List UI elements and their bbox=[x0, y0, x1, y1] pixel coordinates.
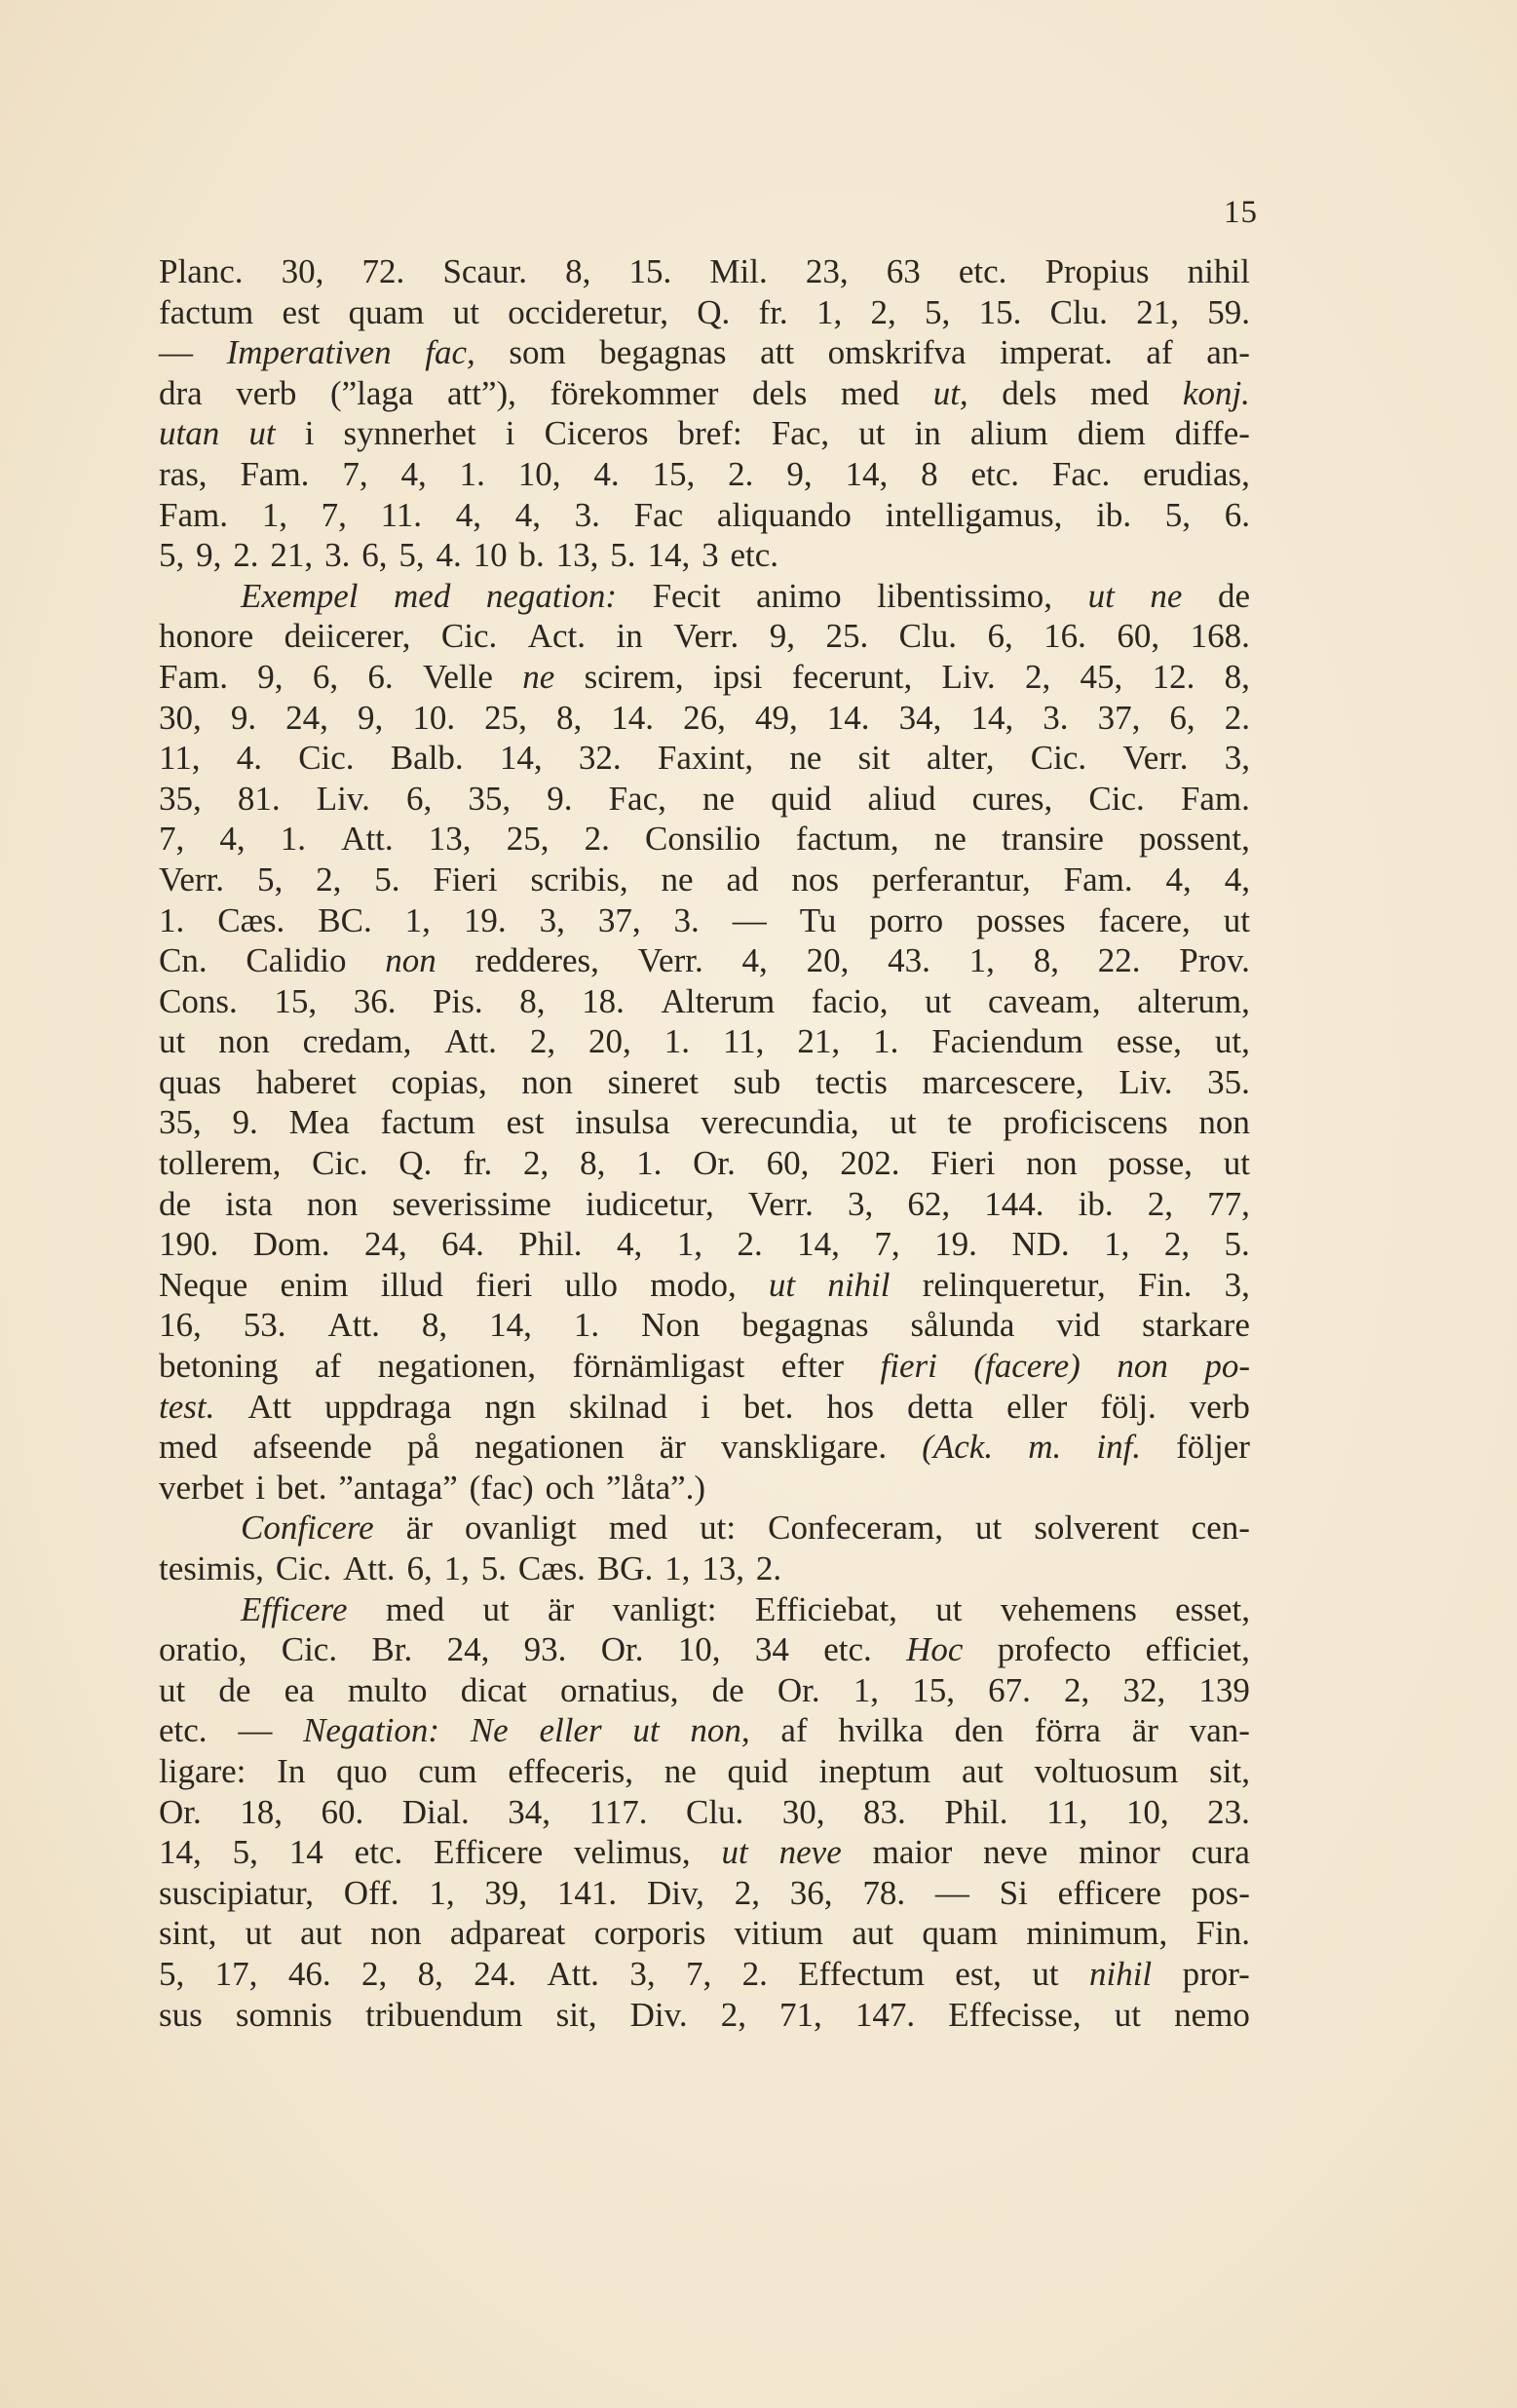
text-line: Verr. 5, 2, 5. Fieri scribis, ne ad nos perferantur, Fam. 4, 4, bbox=[159, 860, 1250, 898]
text-line: 5, 9, 2. 21, 3. 6, 5, 4. 10 b. 13, 5. 14, 3 etc. bbox=[159, 536, 779, 575]
text-line: Planc. 30, 72. Scaur. 8, 15. Mil. 23, 63 etc. Propius nihil bbox=[159, 252, 1250, 290]
body-text bbox=[159, 251, 1250, 2035]
text-line: 16, 53. Att. 8, 14, 1. Non begagnas sålunda vid starkare bbox=[159, 1306, 1250, 1345]
text-line: Conficere är ovanligt med ut: Confeceram, ut solverent cen- bbox=[241, 1509, 1250, 1548]
text-line: honore deiicerer, Cic. Act. in Verr. 9, 25. Clu. 6, 16. 60, 168. bbox=[159, 617, 1250, 656]
text-line: Exempel med negation: Fecit animo libentissimo, ut ne de bbox=[241, 576, 1250, 615]
text-line: Efficere med ut är vanligt: Efficiebat, ut vehemens esset, bbox=[241, 1589, 1250, 1628]
text-line: 11, 4. Cic. Balb. 14, 32. Faxint, ne sit alter, Cic. Verr. 3, bbox=[159, 739, 1250, 778]
text-line: Cn. Calidio non redderes, Verr. 4, 20, 43. 1, 8, 22. Prov. bbox=[159, 941, 1250, 980]
text-line: sint, ut aut non adpareat corporis vitium aut quam minimum, Fin. bbox=[159, 1914, 1250, 1953]
text-line: ras, Fam. 7, 4, 1. 10, 4. 15, 2. 9, 14, 8 etc. Fac. erudias, bbox=[159, 454, 1250, 493]
text-line: etc. — Negation: Ne eller ut non, af hvilka den förra är van- bbox=[159, 1711, 1250, 1750]
text-line: 1. Cæs. BC. 1, 19. 3, 37, 3. — Tu porro posses facere, ut bbox=[159, 900, 1250, 939]
page-number: 15 bbox=[1224, 195, 1258, 230]
text-line: ut non credam, Att. 2, 20, 1. 11, 21, 1. Faciendum esse, ut, bbox=[159, 1022, 1250, 1061]
text-line: oratio, Cic. Br. 24, 93. Or. 10, 34 etc. Hoc profecto efficiet, bbox=[159, 1630, 1250, 1669]
text-line: betoning af negationen, förnämligast efter fieri (facere) non po- bbox=[159, 1347, 1250, 1386]
text-line: 35, 9. Mea factum est insulsa verecundia, ut te proficiscens non bbox=[159, 1103, 1250, 1142]
text-line: Or. 18, 60. Dial. 34, 117. Clu. 30, 83. Phil. 11, 10, 23. bbox=[159, 1792, 1250, 1831]
text-line: ut de ea multo dicat ornatius, de Or. 1, 15, 67. 2, 32, 139 bbox=[159, 1670, 1250, 1709]
text-line: Fam. 9, 6, 6. Velle ne scirem, ipsi fecerunt, Liv. 2, 45, 12. 8, bbox=[159, 657, 1250, 696]
text-line: med afseende på negationen är vanskligare. (Ack. m. inf. följer bbox=[159, 1428, 1250, 1467]
text-line: sus somnis tribuendum sit, Div. 2, 71, 147. Effecisse, ut nemo bbox=[159, 1995, 1250, 2034]
text-line: ligare: In quo cum effeceris, ne quid ineptum aut voltuosum sit, bbox=[159, 1751, 1250, 1790]
text-line: Cons. 15, 36. Pis. 8, 18. Alterum facio, ut caveam, alterum, bbox=[159, 981, 1250, 1020]
text-line: 14, 5, 14 etc. Efficere velimus, ut neve maior neve minor cura bbox=[159, 1833, 1250, 1872]
text-line: factum est quam ut occideretur, Q. fr. 1, 2, 5, 15. Clu. 21, 59. bbox=[159, 292, 1250, 331]
text-line: test. Att uppdraga ngn skilnad i bet. hos detta eller följ. verb bbox=[159, 1387, 1250, 1426]
text-line: quas haberet copias, non sineret sub tectis marcescere, Liv. 35. bbox=[159, 1062, 1250, 1101]
text-line: Neque enim illud fieri ullo modo, ut nihil relinqueretur, Fin. 3, bbox=[159, 1265, 1250, 1304]
text-line: 7, 4, 1. Att. 13, 25, 2. Consilio factum, ne transire possent, bbox=[159, 820, 1250, 859]
text-line: tollerem, Cic. Q. fr. 2, 8, 1. Or. 60, 202. Fieri non posse, ut bbox=[159, 1144, 1250, 1183]
text-line: 190. Dom. 24, 64. Phil. 4, 1, 2. 14, 7, 19. ND. 1, 2, 5. bbox=[159, 1225, 1250, 1264]
text-line: Fam. 1, 7, 11. 4, 4, 3. Fac aliquando intelligamus, ib. 5, 6. bbox=[159, 495, 1250, 534]
text-line: dra verb (”laga att”), förekommer dels med ut, dels med konj. bbox=[159, 373, 1250, 412]
text-line: de ista non severissime iudicetur, Verr. 3, 62, 144. ib. 2, 77, bbox=[159, 1184, 1250, 1223]
text-line: tesimis, Cic. Att. 6, 1, 5. Cæs. BG. 1, 13, 2. bbox=[159, 1549, 782, 1587]
text-line: 35, 81. Liv. 6, 35, 9. Fac, ne quid aliud cures, Cic. Fam. bbox=[159, 779, 1250, 818]
text-line: verbet i bet. ”antaga” (fac) och ”låta”.) bbox=[159, 1468, 706, 1507]
text-line: 30, 9. 24, 9, 10. 25, 8, 14. 26, 49, 14. 34, 14, 3. 37, 6, 2. bbox=[159, 698, 1250, 737]
text-line: suscipiatur, Off. 1, 39, 141. Div, 2, 36, 78. — Si efficere pos- bbox=[159, 1873, 1250, 1912]
text-line: utan ut i synnerhet i Ciceros bref: Fac, ut in alium diem diffe- bbox=[159, 414, 1250, 453]
text-line: 5, 17, 46. 2, 8, 24. Att. 3, 7, 2. Effectum est, ut nihil pror- bbox=[159, 1954, 1250, 1993]
text-line: — Imperativen fac, som begagnas att omskrifva imperat. af an- bbox=[159, 333, 1250, 372]
